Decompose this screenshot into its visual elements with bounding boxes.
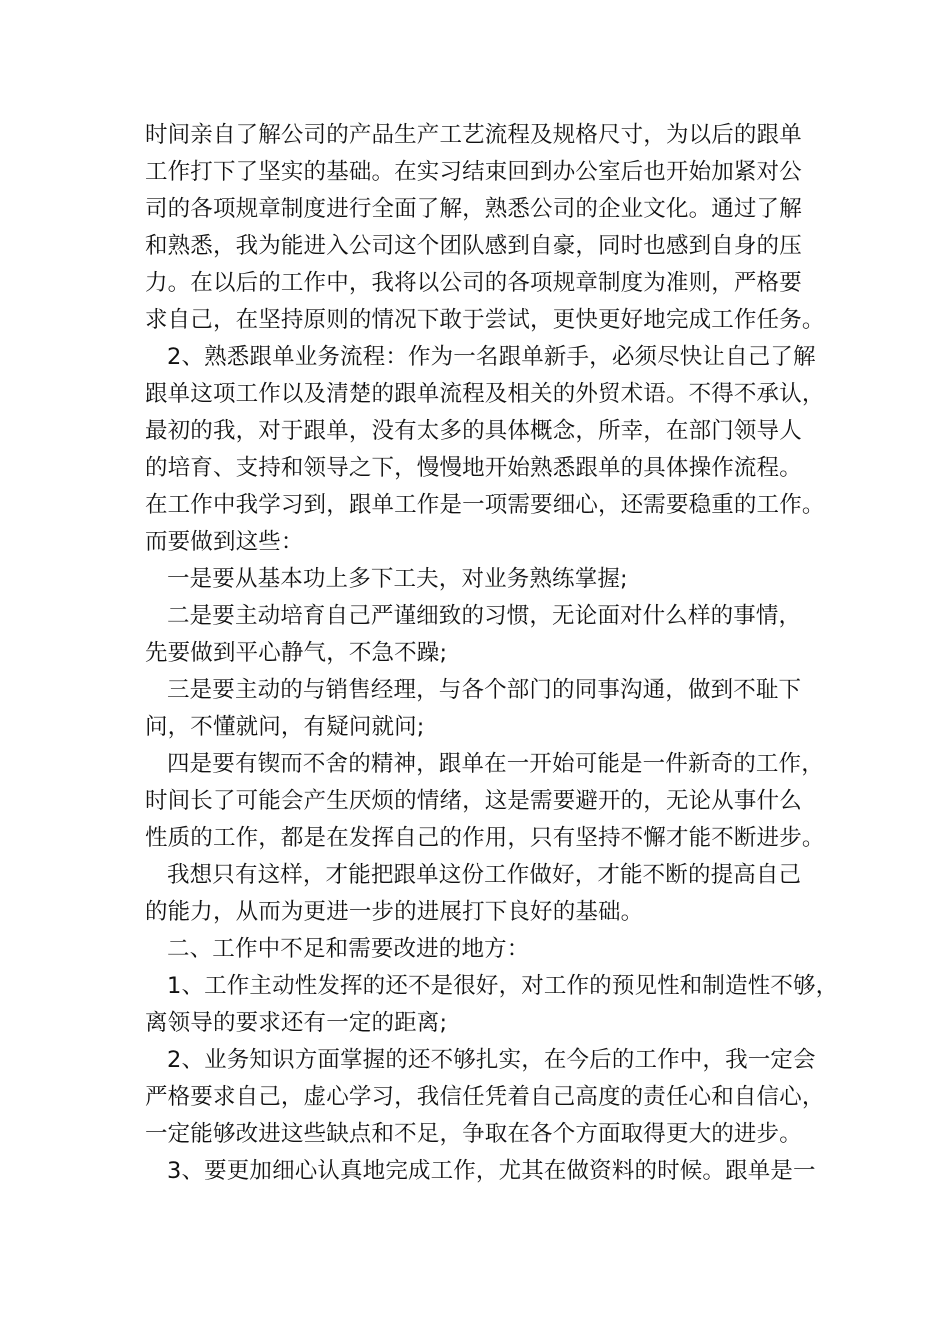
text-line: 在工作中我学习到，跟单工作是一项需要细心，还需要稳重的工作。 [145, 492, 825, 518]
text-line: 求自己，在坚持原则的情况下敢于尝试，更快更好地完成工作任务。 [145, 307, 825, 333]
text-line: 性质的工作，都是在发挥自己的作用，只有坚持不懈才能不断进步。 [145, 825, 825, 851]
text-line: 离领导的要求还有一定的距离; [145, 1010, 448, 1036]
text-line: 而要做到这些： [145, 529, 304, 555]
section-heading: 二、工作中不足和需要改进的地方： [167, 936, 530, 962]
text-line: 最初的我，对于跟单，没有太多的具体概念，所幸，在部门领导人 [145, 418, 802, 444]
paragraph-first-line: 一是要从基本功上多下工夫，对业务熟练掌握; [167, 566, 628, 592]
paragraph-first-line: 2、业务知识方面掌握的还不够扎实，在今后的工作中，我一定会 [167, 1047, 816, 1073]
document-body [145, 117, 839, 1190]
paragraph-first-line: 二是要主动培育自己严谨细致的习惯，无论面对什么样的事情， [167, 603, 802, 629]
text-line: 时间长了可能会产生厌烦的情绪，这是需要避开的，无论从事什么 [145, 788, 802, 814]
text-line: 严格要求自己，虚心学习，我信任凭着自己高度的责任心和自信心， [145, 1084, 825, 1110]
paragraph-first-line: 四是要有锲而不舍的精神，跟单在一开始可能是一件新奇的工作， [167, 751, 824, 777]
text-line: 时间亲自了解公司的产品生产工艺流程及规格尺寸，为以后的跟单 [145, 122, 802, 148]
paragraph-first-line: 我想只有这样，才能把跟单这份工作做好，才能不断的提高自己 [167, 862, 802, 888]
text-line: 先要做到平心静气，不急不躁; [145, 640, 448, 666]
text-line: 工作打下了坚实的基础。在实习结束回到办公室后也开始加紧对公 [145, 159, 802, 185]
text-line: 和熟悉，我为能进入公司这个团队感到自豪，同时也感到自身的压 [145, 233, 802, 259]
text-line: 一定能够改进这些缺点和不足，争取在各个方面取得更大的进步。 [145, 1121, 802, 1147]
text-line: 力。在以后的工作中，我将以公司的各项规章制度为准则，严格要 [145, 270, 802, 296]
paragraph-first-line: 三是要主动的与销售经理，与各个部门的同事沟通，做到不耻下 [167, 677, 802, 703]
text-line: 跟单这项工作以及清楚的跟单流程及相关的外贸术语。不得不承认， [145, 381, 825, 407]
text-line: 的培育、支持和领导之下，慢慢地开始熟悉跟单的具体操作流程。 [145, 455, 802, 481]
text-line: 司的各项规章制度进行全面了解，熟悉公司的企业文化。通过了解 [145, 196, 802, 222]
paragraph-first-line: 3、要更加细心认真地完成工作，尤其在做资料的时候。跟单是一 [167, 1158, 816, 1184]
paragraph-first-line: 2、熟悉跟单业务流程：作为一名跟单新手，必须尽快让自己了解 [167, 344, 816, 370]
paragraph-first-line: 1、工作主动性发挥的还不是很好，对工作的预见性和制造性不够， [167, 973, 839, 999]
text-line: 问，不懂就问，有疑问就问; [145, 714, 425, 740]
text-line: 的能力，从而为更进一步的进展打下良好的基础。 [145, 899, 644, 925]
